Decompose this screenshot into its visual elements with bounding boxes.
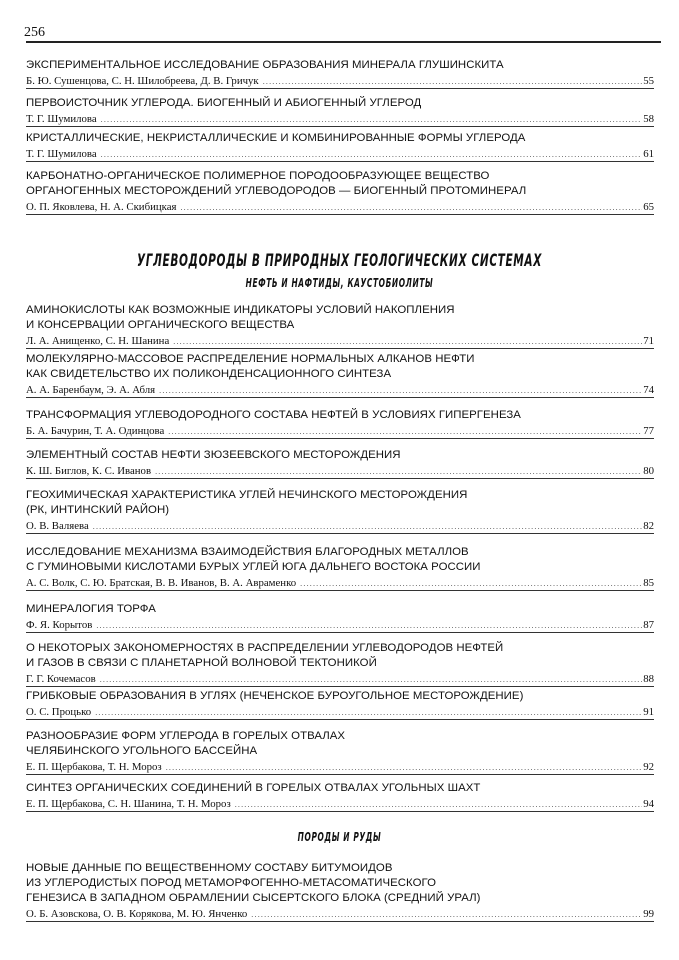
entry-title: КАРБОНАТНО-ОРГАНИЧЕСКОЕ ПОЛИМЕРНОЕ ПОРОДООБРАЗУЮЩЕЕ ВЕЩЕСТВО [26,170,490,182]
entry-title: (РК, ИНТИНСКИЙ РАЙОН) [26,504,170,516]
subsection-heading: НЕФТЬ И НАФТИДЫ, КАУСТОБИОЛИТЫ [245,276,434,290]
entry-authors: Ф. Я. Корытов [26,619,93,631]
dot-leader [159,384,642,397]
entry-authors-row [26,577,654,591]
page-number: 256 [24,25,45,40]
entry-authors: Б. А. Бачурин, Т. А. Одинцова [26,425,165,437]
entry-authors: Л. А. Анищенко, С. Н. Шанина [26,335,170,347]
entry-authors-row [26,148,654,162]
entry-title: КРИСТАЛЛИЧЕСКИЕ, НЕКРИСТАЛЛИЧЕСКИЕ И КОМБИНИРОВАННЫЕ ФОРМЫ УГЛЕРОДА [26,132,526,144]
toc-entry [26,689,654,720]
entry-authors: А. С. Волк, С. Ю. Братская, В. В. Иванов, В. А. Авраменко [26,577,297,589]
header-rule [26,41,661,43]
entry-authors-row [26,673,654,687]
entry-page-number: 80 [643,465,654,477]
entry-title: СИНТЕЗ ОРГАНИЧЕСКИХ СОЕДИНЕНИЙ В ГОРЕЛЫХ ОТВАЛАХ УГОЛЬНЫХ ШАХТ [26,782,481,794]
entry-title: ГЕОХИМИЧЕСКАЯ ХАРАКТЕРИСТИКА УГЛЕЙ НЕЧИНСКОГО МЕСТОРОЖДЕНИЯ [26,489,468,501]
dot-leader [173,335,642,348]
dot-leader [166,761,643,774]
entry-authors-row [26,335,654,349]
dot-leader [101,148,643,161]
dot-leader [168,425,642,438]
entry-page-number: 61 [643,148,654,160]
toc-entry [26,861,654,922]
entry-page-number: 99 [643,908,654,920]
entry-title: ИССЛЕДОВАНИЕ МЕХАНИЗМА ВЗАИМОДЕЙСТВИЯ БЛАГОРОДНЫХ МЕТАЛЛОВ [26,546,469,558]
entry-authors-row [26,619,654,633]
entry-authors: Е. П. Щербакова, С. Н. Шанина, Т. Н. Мороз [26,798,231,810]
toc-entry [26,641,654,687]
dot-leader [180,201,642,214]
entry-title: ПЕРВОИСТОЧНИК УГЛЕРОДА. БИОГЕННЫЙ И АБИОГЕННЫЙ УГЛЕРОД [26,97,422,109]
entry-title: И ГАЗОВ В СВЯЗИ С ПЛАНЕТАРНОЙ ВОЛНОВОЙ ТЕКТОНИКОЙ [26,657,377,669]
dot-leader [251,908,642,921]
entry-title: ЭЛЕМЕНТНЫЙ СОСТАВ НЕФТИ ЗЮЗЕЕВСКОГО МЕСТОРОЖДЕНИЯ [26,449,401,461]
toc-entry [26,303,654,349]
toc-entry [26,58,654,89]
entry-authors-row [26,798,654,812]
dot-leader [300,577,642,590]
entry-page-number: 55 [643,75,654,87]
entry-page-number: 74 [643,384,654,396]
entry-authors-row [26,761,654,775]
toc-entry [26,96,654,127]
entry-authors: О. П. Яковлева, Н. А. Скибицкая [26,201,177,213]
entry-title: РАЗНООБРАЗИЕ ФОРМ УГЛЕРОДА В ГОРЕЛЫХ ОТВАЛАХ [26,730,346,742]
entry-page-number: 87 [643,619,654,631]
entry-title: ОРГАНОГЕННЫХ МЕСТОРОЖДЕНИЙ УГЛЕВОДОРОДОВ — БИОГЕННЫЙ ПРОТОМИНЕРАЛ [26,185,527,197]
entry-authors: А. А. Баренбаум, Э. А. Абля [26,384,156,396]
entry-page-number: 94 [643,798,654,810]
entry-page-number: 58 [643,113,654,125]
entry-authors-row [26,465,654,479]
dot-leader [95,706,642,719]
entry-title: ИЗ УГЛЕРОДИСТЫХ ПОРОД МЕТАМОРФОГЕННО-МЕТАСОМАТИЧЕСКОГО [26,877,436,889]
entry-page-number: 77 [643,425,654,437]
toc-entry [26,729,654,775]
entry-page-number: 82 [643,520,654,532]
entry-title: АМИНОКИСЛОТЫ КАК ВОЗМОЖНЫЕ ИНДИКАТОРЫ УСЛОВИЙ НАКОПЛЕНИЯ [26,304,455,316]
entry-title: С ГУМИНОВЫМИ КИСЛОТАМИ БУРЫХ УГЛЕЙ ЮГА ДАЛЬНЕГО ВОСТОКА РОССИИ [26,561,481,573]
entry-authors-row [26,706,654,720]
subsection-heading: ПОРОДЫ И РУДЫ [297,830,382,844]
section-heading: УГЛЕВОДОРОДЫ В ПРИРОДНЫХ ГЕОЛОГИЧЕСКИХ СИСТЕМАХ [137,251,542,271]
toc-entry [26,169,654,215]
entry-title: МОЛЕКУЛЯРНО-МАССОВОЕ РАСПРЕДЕЛЕНИЕ НОРМАЛЬНЫХ АЛКАНОВ НЕФТИ [26,353,475,365]
entry-title: О НЕКОТОРЫХ ЗАКОНОМЕРНОСТЯХ В РАСПРЕДЕЛЕНИИ УГЛЕВОДОРОДОВ НЕФТЕЙ [26,642,504,654]
entry-title: ГРИБКОВЫЕ ОБРАЗОВАНИЯ В УГЛЯХ (НЕЧЕНСКОЕ БУРОУГОЛЬНОЕ МЕСТОРОЖДЕНИЕ) [26,690,524,702]
entry-authors-row [26,384,654,398]
entry-title: ЧЕЛЯБИНСКОГО УГОЛЬНОГО БАССЕЙНА [26,745,258,757]
entry-authors: Т. Г. Шумилова [26,148,97,160]
entry-page-number: 85 [643,577,654,589]
entry-authors-row [26,113,654,127]
entry-page-number: 71 [643,335,654,347]
entry-title: ГЕНЕЗИСА В ЗАПАДНОМ ОБРАМЛЕНИИ СЫСЕРТСКОГО БЛОКА (СРЕДНИЙ УРАЛ) [26,892,481,904]
toc-entry [26,131,654,162]
entry-authors-row [26,520,654,534]
entry-authors-row [26,201,654,215]
entry-authors: Г. Г. Кочемасов [26,673,96,685]
dot-leader [155,465,642,478]
entry-authors: О. В. Валяева [26,520,89,532]
entry-authors: Б. Ю. Сушенцова, С. Н. Шилобреева, Д. В. Гричук [26,75,259,87]
dot-leader [96,619,642,632]
toc-entry [26,352,654,398]
entry-authors-row [26,425,654,439]
dot-leader [93,520,642,533]
entry-page-number: 88 [643,673,654,685]
toc-entry [26,408,654,439]
toc-entry [26,488,654,534]
entry-title: МИНЕРАЛОГИЯ ТОРФА [26,603,156,615]
dot-leader [100,673,643,686]
entry-title: НОВЫЕ ДАННЫЕ ПО ВЕЩЕСТВЕННОМУ СОСТАВУ БИТУМОИДОВ [26,862,393,874]
toc-entry [26,545,654,591]
entry-authors: Е. П. Щербакова, Т. Н. Мороз [26,761,162,773]
entry-authors: К. Ш. Биглов, К. С. Иванов [26,465,152,477]
toc-entry [26,448,654,479]
dot-leader [263,75,643,88]
entry-page-number: 91 [643,706,654,718]
entry-authors-row [26,908,654,922]
toc-entry [26,781,654,812]
entry-authors: О. С. Процько [26,706,92,718]
entry-authors: О. Б. Азовскова, О. В. Корякова, М. Ю. Янченко [26,908,248,920]
entry-title: И КОНСЕРВАЦИИ ОРГАНИЧЕСКОГО ВЕЩЕСТВА [26,319,295,331]
toc-entry [26,602,654,633]
entry-authors-row [26,75,654,89]
entry-title: КАК СВИДЕТЕЛЬСТВО ИХ ПОЛИКОНДЕНСАЦИОННОГО СИНТЕЗА [26,368,392,380]
entry-title: ТРАНСФОРМАЦИЯ УГЛЕВОДОРОДНОГО СОСТАВА НЕФТЕЙ В УСЛОВИЯХ ГИПЕРГЕНЕЗА [26,409,521,421]
entry-page-number: 65 [643,201,654,213]
entry-title: ЭКСПЕРИМЕНТАЛЬНОЕ ИССЛЕДОВАНИЕ ОБРАЗОВАНИЯ МИНЕРАЛА ГЛУШИНСКИТА [26,59,504,71]
entry-page-number: 92 [643,761,654,773]
entry-authors: Т. Г. Шумилова [26,113,97,125]
dot-leader [101,113,643,126]
dot-leader [235,798,643,811]
